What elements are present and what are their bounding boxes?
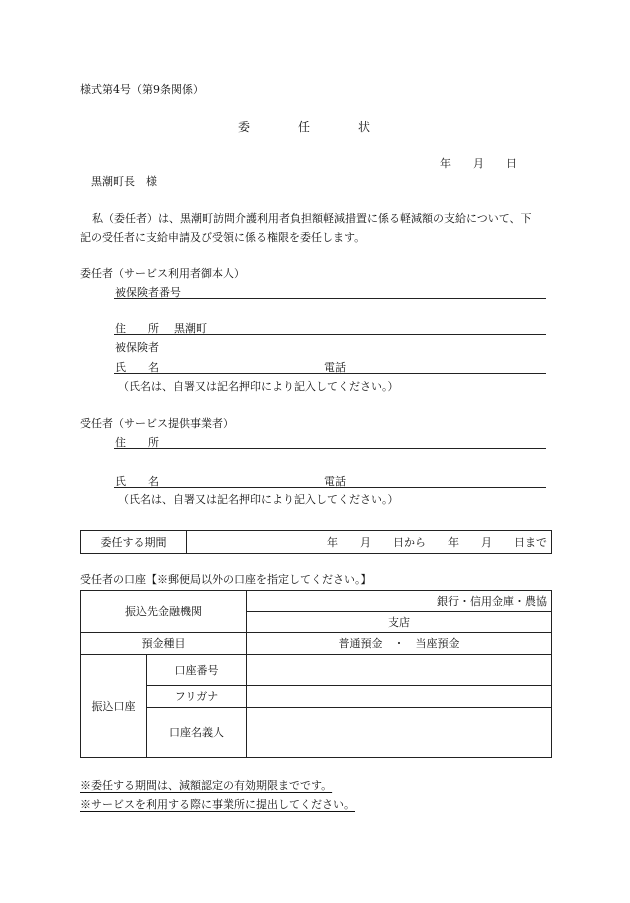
furigana-label: フリガナ: [147, 686, 247, 708]
account-holder-field[interactable]: [247, 708, 552, 758]
furigana-field[interactable]: [247, 686, 552, 708]
note-period: ※委任する期間は、減額認定の有効期限までです。: [80, 779, 333, 792]
delegate-address-field[interactable]: [114, 448, 546, 449]
delegator-phone-label: 電話: [324, 361, 346, 374]
period-table: [80, 530, 552, 554]
form-number: 様式第4号（第9条関係）: [80, 83, 204, 96]
delegator-heading: 委任者（サービス利用者御本人）: [80, 267, 245, 280]
insurance-number-label: 被保険者番号: [115, 286, 181, 299]
delegator-name-note: （氏名は、自署又は記名押印により記入してください。）: [118, 380, 399, 393]
body-text-line-1: 私（委任者）は、黒潮町訪問介護利用者負担額軽減措置に係る軽減額の支給について、下: [92, 212, 532, 225]
date-line: 年 月 日: [440, 157, 517, 170]
account-number-label: 口座番号: [147, 655, 247, 686]
account-heading: 受任者の口座【※郵便局以外の口座を指定してください。】: [80, 573, 372, 586]
insured-label: 被保険者: [115, 341, 159, 354]
account-holder-label: 口座名義人: [147, 708, 247, 758]
note-submission: ※サービスを利用する際に事業所に提出してください。: [80, 798, 355, 811]
delegate-address-label: 住 所: [115, 436, 159, 449]
bank-label: 振込先金融機関: [81, 591, 247, 633]
insurance-number-field[interactable]: [114, 298, 546, 299]
delegator-address-value: 黒潮町: [174, 322, 207, 335]
delegator-name-label: 氏 名: [115, 361, 159, 374]
body-text-line-2: 記の受任者に支給申請及び受領に係る権限を委任します。: [80, 231, 366, 244]
period-label: 委任する期間: [81, 531, 187, 554]
deposit-type-label: 預金種目: [81, 633, 247, 655]
delegate-phone-label: 電話: [324, 475, 346, 488]
period-value[interactable]: 年 月 日から 年 月 日まで: [187, 531, 552, 554]
account-table: [80, 590, 552, 758]
delegate-heading: 受任者（サービス提供事業者）: [80, 417, 234, 430]
delegate-name-phone-field[interactable]: [114, 487, 546, 488]
delegate-name-note: （氏名は、自署又は記名押印により記入してください。）: [118, 493, 399, 506]
deposit-type-options[interactable]: 普通預金 ・ 当座預金: [247, 633, 552, 655]
delegator-address-label: 住 所: [115, 322, 159, 335]
bank-type-cell[interactable]: 銀行・信用金庫・農協: [247, 591, 552, 612]
account-number-field[interactable]: [247, 655, 552, 686]
delegator-address-field[interactable]: [114, 334, 546, 335]
delegate-name-label: 氏 名: [115, 475, 159, 488]
branch-cell[interactable]: 支店: [247, 612, 552, 633]
delegator-name-phone-field[interactable]: [114, 373, 546, 374]
document-title: 委 任 状: [238, 120, 371, 134]
transfer-account-label: 振込口座: [81, 655, 147, 758]
addressee: 黒潮町長 様: [91, 175, 157, 188]
